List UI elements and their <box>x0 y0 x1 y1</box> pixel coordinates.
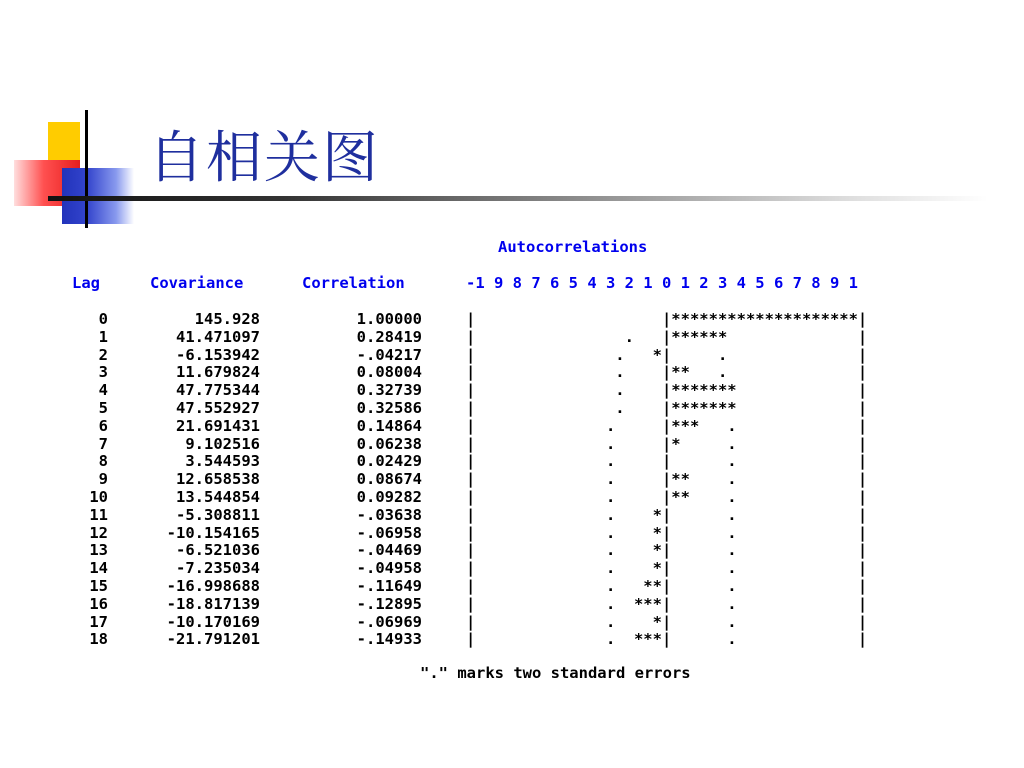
correlogram-bar: | . | . | <box>466 452 868 471</box>
correlogram-bar: | . |** . | <box>466 470 868 489</box>
covariance-cell: -18.817139 <box>166 594 260 613</box>
correlation-cell: 0.28419 <box>356 327 422 346</box>
slide-title: 自相关图 <box>148 126 380 191</box>
correlation-cell: 1.00000 <box>356 310 422 328</box>
correlogram-bar: | . |** . | <box>466 363 868 382</box>
lag-cell: 8 <box>98 452 108 471</box>
table-row <box>0 310 1000 328</box>
lag-cell: 14 <box>89 559 108 578</box>
correlation-cell: -.04469 <box>356 541 422 560</box>
lag-cell: 4 <box>98 381 108 400</box>
covariance-cell: -10.170169 <box>166 612 260 631</box>
correlogram-bar: | . |****** | <box>466 327 868 346</box>
table-row <box>0 399 1000 417</box>
footnote: "." marks two standard errors <box>420 664 691 682</box>
decorative-vertical-line <box>85 110 88 228</box>
table-row <box>0 559 1000 577</box>
table-row <box>0 346 1000 364</box>
correlogram-bar: | . *| . | <box>466 505 868 524</box>
table-row <box>0 470 1000 488</box>
lag-cell: 1 <box>98 327 108 346</box>
correlogram-bar: | . *| . | <box>466 559 868 578</box>
correlation-cell: -.03638 <box>356 505 422 524</box>
column-header-covariance: Covariance <box>150 274 244 292</box>
lag-cell: 12 <box>89 523 108 542</box>
table-row <box>0 595 1000 613</box>
correlation-cell: -.14933 <box>356 630 422 649</box>
lag-cell: 5 <box>98 399 108 417</box>
covariance-cell: 41.471097 <box>176 327 260 346</box>
table-row <box>0 452 1000 470</box>
covariance-cell: 21.691431 <box>176 416 260 435</box>
covariance-cell: -5.308811 <box>176 505 260 524</box>
table-row <box>0 328 1000 346</box>
correlation-cell: 0.08004 <box>356 363 422 382</box>
lag-cell: 10 <box>89 488 108 506</box>
covariance-cell: 11.679824 <box>176 363 260 382</box>
lag-cell: 7 <box>98 434 108 453</box>
table-row <box>0 488 1000 506</box>
table-row <box>0 363 1000 381</box>
correlogram-bar: | . |******* | <box>466 399 868 417</box>
lag-cell: 2 <box>98 345 108 364</box>
table-row <box>0 506 1000 524</box>
correlation-cell: -.12895 <box>356 594 422 613</box>
correlogram-bar: | . *| . | <box>466 523 868 542</box>
correlation-cell: 0.32739 <box>356 381 422 400</box>
correlation-cell: -.06969 <box>356 612 422 631</box>
lag-cell: 6 <box>98 416 108 435</box>
correlation-cell: -.11649 <box>356 577 422 595</box>
lag-cell: 18 <box>89 630 108 649</box>
column-header-lag: Lag <box>72 274 100 292</box>
correlation-cell: 0.02429 <box>356 452 422 471</box>
correlogram-bar: | . |** . | <box>466 488 868 506</box>
correlation-cell: 0.06238 <box>356 434 422 453</box>
lag-cell: 11 <box>89 505 108 524</box>
lag-cell: 13 <box>89 541 108 560</box>
lag-cell: 9 <box>98 470 108 489</box>
correlation-cell: -.06958 <box>356 523 422 542</box>
correlation-cell: 0.14864 <box>356 416 422 435</box>
correlogram-bar: | . ***| . | <box>466 630 868 649</box>
correlation-cell: -.04958 <box>356 559 422 578</box>
title-underline <box>48 196 988 201</box>
covariance-cell: -16.998688 <box>166 577 260 595</box>
covariance-cell: 47.775344 <box>176 381 260 400</box>
lag-cell: 15 <box>89 577 108 595</box>
table-row <box>0 630 1000 648</box>
lag-cell: 3 <box>98 363 108 382</box>
covariance-cell: 12.658538 <box>176 470 260 489</box>
column-header-correlation: Correlation <box>302 274 405 292</box>
covariance-cell: 13.544854 <box>176 488 260 506</box>
correlogram-bar: | . *| . | <box>466 541 868 560</box>
table-row <box>0 435 1000 453</box>
covariance-cell: -6.153942 <box>176 345 260 364</box>
table-row <box>0 417 1000 435</box>
correlogram-bar: | . *| . | <box>466 612 868 631</box>
correlogram-bar: | . *| . | <box>466 345 868 364</box>
table-row <box>0 613 1000 631</box>
correlogram-bar: | . ***| . | <box>466 594 868 613</box>
lag-cell: 0 <box>98 310 108 328</box>
covariance-cell: -21.791201 <box>166 630 260 649</box>
correlation-cell: -.04217 <box>356 345 422 364</box>
correlogram-bar: | . |******* | <box>466 381 868 400</box>
covariance-cell: 145.928 <box>194 310 260 328</box>
correlation-cell: 0.08674 <box>356 470 422 489</box>
covariance-cell: -10.154165 <box>166 523 260 542</box>
correlogram-bar: | . |*** . | <box>466 416 868 435</box>
lag-cell: 16 <box>89 594 108 613</box>
covariance-cell: 9.102516 <box>185 434 260 453</box>
autocorrelations-heading: Autocorrelations <box>498 238 648 256</box>
covariance-cell: -7.235034 <box>176 559 260 578</box>
table-row <box>0 381 1000 399</box>
covariance-cell: 3.544593 <box>185 452 260 471</box>
correlogram-bar: | . |* . | <box>466 434 868 453</box>
correlation-cell: 0.32586 <box>356 399 422 417</box>
table-row <box>0 577 1000 595</box>
correlogram-bar: | |********************| <box>466 310 868 328</box>
lag-cell: 17 <box>89 612 108 631</box>
correlogram-bar: | . **| . | <box>466 577 868 595</box>
covariance-cell: -6.521036 <box>176 541 260 560</box>
covariance-cell: 47.552927 <box>176 399 260 417</box>
correlogram-scale: -1 9 8 7 6 5 4 3 2 1 0 1 2 3 4 5 6 7 8 9 1 <box>466 274 858 292</box>
table-row <box>0 541 1000 559</box>
table-row <box>0 524 1000 542</box>
correlation-cell: 0.09282 <box>356 488 422 506</box>
